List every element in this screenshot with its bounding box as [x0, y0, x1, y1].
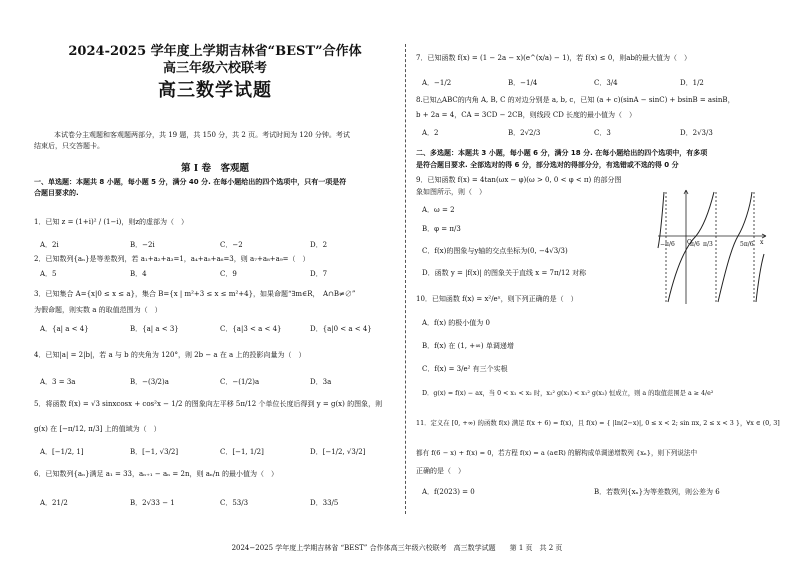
- q2-option-b: B．4: [130, 270, 147, 278]
- question-5-stem: 5．将函数 f(x) = √3 sinxcosx + cos²x − 1/2 的图象向左平移 5π/12 个单位长度后得到 y = g(x) 的图象，则: [34, 400, 383, 408]
- tick-label: π/3: [703, 241, 713, 248]
- exam-title-line1: 2024-2025 学年度上学期吉林省“BEST”合作体: [68, 44, 362, 59]
- q9-option-a: A．ω = 2: [422, 206, 455, 214]
- q7-option-c: C．3/4: [594, 79, 618, 87]
- q5-option-d: D．[−1/2, √3/2]: [310, 448, 366, 456]
- curve-branch: [658, 192, 664, 248]
- part1-heading: 第 I 卷 客观题: [180, 163, 250, 174]
- q8-option-a: A．2: [422, 129, 439, 137]
- question-2-stem: 2．已知数列{aₙ}是等差数列，若 a₁+a₂+a₃=1，a₄+a₅+a₆=3，则 a₇+a₈+a₉=（ ）: [34, 255, 310, 263]
- q3-option-c: C．{a|3 < a < 4}: [220, 325, 282, 333]
- question-11-stem-cont: 都有 f(6 − x) + f(x) = 0，若方程 f(x) = a (a∈R) 的解构成单调递增数列 {xₙ}，则下列说法中: [416, 449, 698, 457]
- question-8-stem: 8.已知△ABC的内角 A, B, C 的对边分别是 a, b, c，已知 (a + c)(sinA − sinC) + bsinB = asinB，: [416, 96, 735, 104]
- q9-option-c: C．f(x)的图象与y轴的交点坐标为(0, −4√3/3): [422, 247, 568, 255]
- intro-line: 本试卷分主观题和客观题两部分，共 19 题，共 150 分，共 2 页。考试时间为 120 分钟。考试: [54, 131, 350, 139]
- q10-option-c: C．f(x) = 3/e² 有三个实根: [422, 365, 508, 373]
- question-3-stem: 3．已知集合 A={x|0 ≤ x ≤ a}，集合 B={x | m²+3 ≤ x ≤ m²+4}，如果命题“∃m∈R， A∩B≠∅”: [34, 290, 356, 298]
- q7-option-b: B．−1/4: [508, 79, 538, 87]
- q6-option-b: B．2√33 − 1: [130, 499, 175, 507]
- q1-option-d: D．2: [310, 241, 328, 249]
- section2-heading: 是符合题目要求. 全部选对的得 6 分，部分选对的得部分分，有选错或不选的得 0 分: [416, 161, 679, 169]
- column-divider: [405, 44, 406, 514]
- tick-label: −π/6: [660, 241, 675, 248]
- q7-option-d: D．1/2: [680, 79, 704, 87]
- origin-label: O: [687, 239, 692, 246]
- q8-option-b: B．2√2/3: [508, 129, 541, 137]
- question-6-stem: 6．已知数列{aₙ}满足 a₁ = 33，aₙ₊₁ − aₙ = 2n，则 aₙ/n 的最小值为（ ）: [34, 470, 279, 478]
- q6-option-d: D．33/5: [310, 499, 339, 507]
- q10-option-a: A．f(x) 的极小值为 0: [422, 319, 490, 327]
- section2-heading: 二、多选题：本题共 3 小题，每小题 6 分，满分 18 分. 在每小题给出的四个选项中，有多项: [416, 149, 708, 157]
- curve-branch: [756, 254, 764, 302]
- q6-option-a: A．21/2: [40, 499, 68, 507]
- q11-option-a: A．f(2023) = 0: [422, 488, 475, 496]
- q2-option-c: C．9: [220, 270, 237, 278]
- q8-option-c: C．3: [594, 129, 611, 137]
- q1-option-c: C．−2: [220, 241, 243, 249]
- tick-label: 5π/6: [740, 241, 754, 248]
- tangent-graph-figure: [656, 188, 768, 306]
- q9-option-d: D．函数 y = |f(x)| 的图象关于直线 x = 7π/12 对称: [422, 269, 587, 277]
- q3-option-a: A．{a| a < 4}: [40, 325, 89, 333]
- question-4-stem: 4．已知|a| = 2|b|，若 a 与 b 的夹角为 120°，则 2b − a 在 a 上的投影向量为（ ）: [34, 351, 306, 359]
- q10-option-d: D．g(x) = f(x) − ax，当 0 < x₁ < x₂ 时，x₂² g(x₁) < x₁² g(x₂) 恒成立，则 a 的取值范围是 a ≥ 4/e²: [422, 390, 714, 397]
- question-11-stem: 11．定义在 [0, +∞) 的函数 f(x) 满足 f(x + 6) = f(x)，且 f(x) = { |ln(2−x)|, 0 ≤ x < 2; sin πx, 2 ≤ x < 3 }，∀x ∈ (0, 3]: [416, 419, 780, 427]
- q2-option-d: D．7: [310, 270, 328, 278]
- section1-heading: 一、单选题：本题共 8 小题，每小题 5 分，满分 40 分. 在每小题给出的四个选项中，只有一项是符: [34, 178, 347, 186]
- question-8-stem-cont: b + 2a = 4，CA = 3CD − 2CB，则线段 CD 长度的最小值为（ ）: [416, 111, 637, 119]
- question-11-stem-cont: 正确的是（ ）: [416, 467, 465, 475]
- q8-option-d: D．2√3/3: [680, 129, 713, 137]
- tick-label: π/6: [690, 241, 700, 248]
- section1-heading: 合题目要求的.: [34, 189, 79, 197]
- question-3-stem-cont: 为假命题，则实数 a 的取值范围为（ ）: [34, 306, 162, 314]
- question-9-stem: 9．已知函数 f(x) = 4tan(ωx − φ)(ω > 0, 0 < φ < π) 的部分图: [416, 176, 622, 184]
- q4-option-a: A．3 = 3a: [40, 378, 76, 386]
- q10-option-b: B．f(x) 在 (1, +∞) 单调递增: [422, 342, 514, 350]
- question-10-stem: 10．已知函数 f(x) = x²/eˣ，则下列正确的是（ ）: [416, 295, 578, 303]
- q5-option-b: B．[−1, √3/2]: [130, 448, 179, 456]
- q3-option-b: B．{a| a < 3}: [130, 325, 179, 333]
- question-1-stem: 1．已知 z = (1+i)² / (1−i)，则z的虚部为（ ）: [34, 218, 189, 226]
- exam-title-main: 高三数学试题: [158, 80, 272, 101]
- intro-line: 结束后，只交答题卡。: [34, 142, 104, 150]
- q7-option-a: A．−1/2: [422, 79, 452, 87]
- question-9-stem-cont: 象如图所示，则（ ）: [416, 188, 486, 196]
- page-footer: 2024−2025 学年度上学期吉林省 “BEST” 合作体高三年级六校联考 高三数学试题 第 1 页 共 2 页: [231, 544, 563, 552]
- q4-option-c: C．−(1/2)a: [220, 378, 260, 386]
- q1-option-a: A．2i: [40, 241, 59, 249]
- q1-option-b: B．−2i: [130, 241, 155, 249]
- question-5-stem-cont: g(x) 在 [−π/12, π/3] 上的值域为（ ）: [34, 425, 161, 433]
- q9-option-b: B．φ = π/3: [422, 225, 461, 233]
- q6-option-c: C．53/3: [220, 499, 249, 507]
- x-axis-label: x: [760, 239, 764, 246]
- question-7-stem: 7．已知函数 f(x) = (1 − 2a − x)(e^(x/a) − 1)，若 f(x) ≤ 0，则ab的最大值为（ ）: [416, 54, 691, 62]
- exam-title-line2: 高三年级六校联考: [162, 61, 267, 76]
- q4-option-b: B．−(3/2)a: [130, 378, 169, 386]
- q2-option-a: A．5: [40, 270, 57, 278]
- q3-option-d: D．{a|0 < a < 4}: [310, 325, 372, 333]
- q11-option-b: B．若数列{xₙ}为等差数列，则公差为 6: [594, 488, 720, 496]
- q4-option-d: D．3a: [310, 378, 332, 386]
- q5-option-c: C．[−1, 1/2]: [220, 448, 264, 456]
- q5-option-a: A．[−1/2, 1]: [40, 448, 84, 456]
